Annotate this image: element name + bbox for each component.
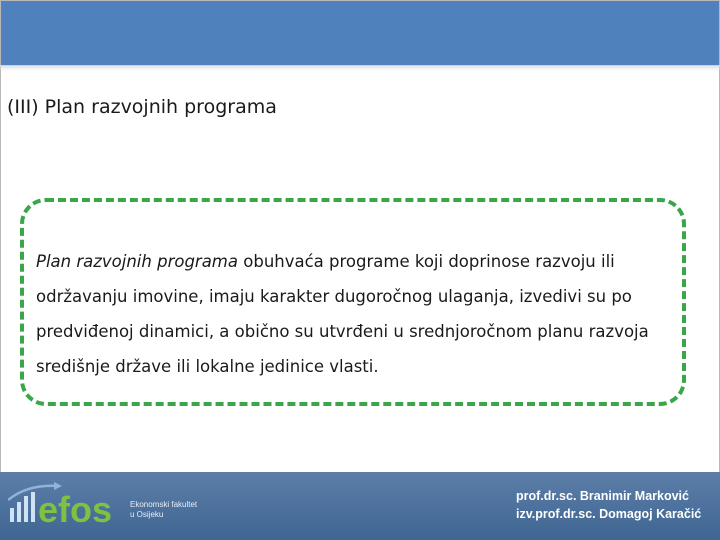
author-1: prof.dr.sc. Branimir Marković (516, 489, 689, 503)
callout-body: obuhvaća programe koji doprinose razvoju ili održavanju imovine, imaju karakter dugoročnog ulaganja, izvedivi su po predviđenoj dinamici, a obično su utvrđeni u srednjoročnom planu razvoja središnje države ili lokalne jedinice vlasti. (36, 252, 649, 376)
callout-text (36, 244, 676, 384)
header-shadow (0, 65, 720, 71)
logo-text: efos (38, 489, 113, 530)
slide-title: (III) Plan razvojnih programa (7, 96, 277, 118)
logo-bar-1 (10, 508, 14, 522)
logo-bar-2 (17, 502, 21, 522)
footer-authors (516, 487, 701, 523)
logo-subtitle-line1: Ekonomski fakultet (130, 500, 198, 509)
callout-lead-italic: Plan razvojnih programa (36, 252, 238, 271)
logo-subtitle-line2: u Osijeku (130, 510, 164, 519)
logo-bar-4 (31, 492, 35, 522)
header-bar (1, 1, 719, 66)
logo-subtitle (130, 500, 197, 520)
logo-bar-3 (24, 496, 28, 522)
author-2: izv.prof.dr.sc. Domagoj Karačić (516, 507, 702, 521)
